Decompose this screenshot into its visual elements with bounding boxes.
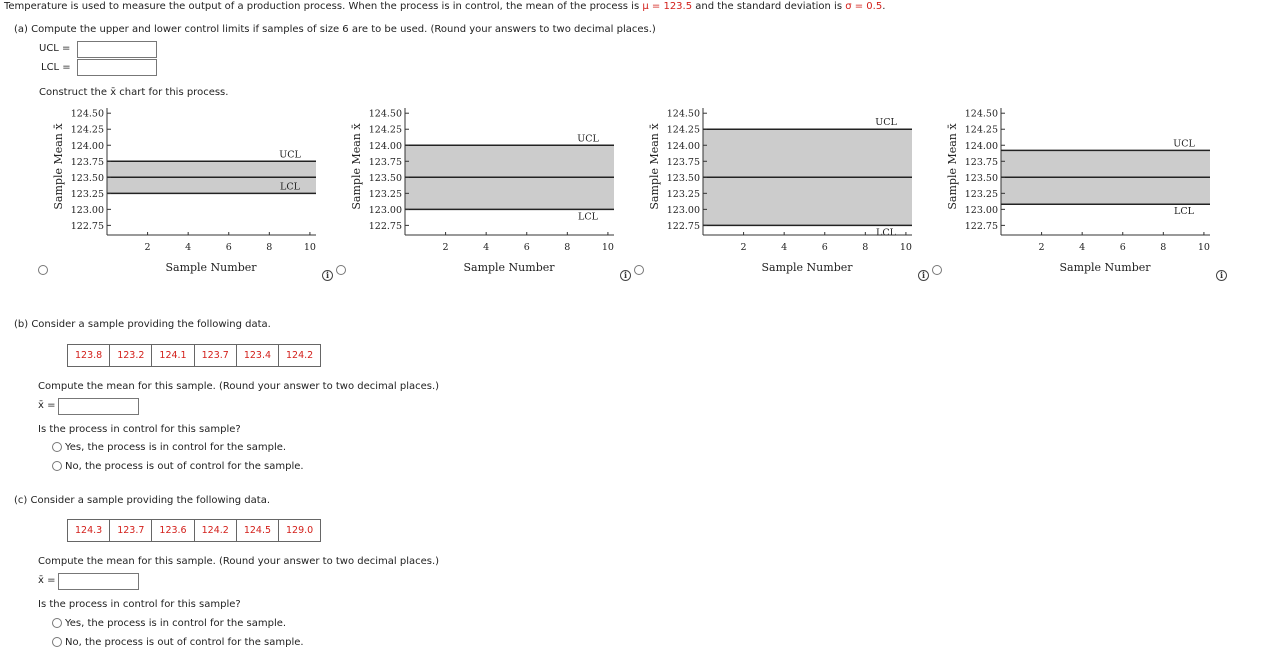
- x-tick-label: 4: [185, 242, 192, 253]
- x-tick-label: 6: [225, 242, 232, 253]
- part-b-no-label[interactable]: No, the process is out of control for the sample.: [65, 461, 304, 472]
- chart-option-1-radio[interactable]: [38, 265, 48, 275]
- y-tick-label: 124.25: [666, 124, 700, 136]
- data-cell: 124.2: [195, 520, 237, 541]
- ucl-label: UCL =: [39, 43, 71, 54]
- y-tick-label: 123.50: [70, 172, 104, 184]
- x-tick-label: 2: [1038, 242, 1045, 253]
- y-tick-label: 124.50: [368, 108, 402, 120]
- lcl-label: LCL: [280, 181, 300, 193]
- part-b-compute: Compute the mean for this sample. (Round your answer to two decimal places.): [38, 381, 440, 392]
- xbar-chart-option-1: [30, 102, 330, 292]
- info-icon[interactable]: i: [322, 270, 333, 281]
- lcl-label: LCL: [876, 227, 896, 239]
- x-tick-label: 8: [564, 242, 571, 253]
- y-tick-label: 122.75: [964, 220, 998, 232]
- x-tick-label: 10: [899, 242, 912, 253]
- data-cell: 129.0: [286, 525, 314, 536]
- part-c-yes-label[interactable]: Yes, the process is in control for the sample.: [65, 618, 287, 629]
- part-c-xbar-input[interactable]: [58, 573, 139, 590]
- x-tick-label: 6: [821, 242, 828, 253]
- part-c-question: (c) Consider a sample providing the following data.: [14, 495, 271, 506]
- y-tick-label: 124.00: [368, 140, 402, 152]
- y-tick-label: 124.50: [964, 108, 998, 120]
- part-c-no-label[interactable]: No, the process is out of control for the sample.: [65, 637, 304, 648]
- y-tick-label: 124.50: [666, 108, 700, 120]
- y-tick-label: 122.75: [70, 220, 104, 232]
- chart-prompt: Construct the x̄ chart for this process.: [39, 87, 229, 98]
- lcl-label: LCL: [1174, 206, 1194, 218]
- data-cell: 124.3: [68, 520, 110, 541]
- data-cell: 123.7: [110, 520, 152, 541]
- info-icon[interactable]: i: [918, 270, 929, 281]
- part-b-yes-label[interactable]: Yes, the process is in control for the sample.: [65, 442, 287, 453]
- chart-option-4-radio[interactable]: [932, 265, 942, 275]
- x-tick-label: 4: [781, 242, 788, 253]
- xbar-chart-option-4: [924, 102, 1224, 292]
- y-tick-label: 124.25: [368, 124, 402, 136]
- x-axis-title: Sample Number: [761, 261, 853, 274]
- part-b-question: (b) Consider a sample providing the following data.: [14, 319, 271, 330]
- y-axis-title: Sample Mean x̄: [946, 123, 959, 210]
- x-tick-label: 4: [1079, 242, 1086, 253]
- lcl-label: LCL =: [41, 62, 71, 73]
- ucl-label: UCL: [875, 117, 897, 129]
- data-cell: 124.2: [286, 350, 314, 361]
- xbar-chart-option-2: [328, 102, 628, 292]
- y-axis-title: Sample Mean x̄: [648, 123, 661, 210]
- part-c-control-question: Is the process in control for this sample?: [38, 599, 241, 610]
- part-c-no-radio[interactable]: [52, 637, 62, 647]
- part-c-compute: Compute the mean for this sample. (Round your answer to two decimal places.): [38, 556, 440, 567]
- info-icon[interactable]: i: [1216, 270, 1227, 281]
- y-tick-label: 124.00: [964, 140, 998, 152]
- part-b-yes-radio[interactable]: [52, 442, 62, 452]
- y-tick-label: 123.00: [666, 204, 700, 216]
- x-axis-title: Sample Number: [463, 261, 555, 274]
- part-a-question: (a) Compute the upper and lower control limits if samples of size 6 are to be used. (Round your answers to two decimal places.): [14, 24, 656, 35]
- lcl-input[interactable]: [77, 59, 157, 76]
- data-cell: 123.4: [237, 345, 279, 366]
- part-c-xbar-label: x̄ =: [38, 575, 56, 586]
- x-tick-label: 2: [442, 242, 449, 253]
- ucl-label: UCL: [577, 133, 599, 145]
- y-tick-label: 124.25: [70, 124, 104, 136]
- part-c-data-table: [67, 519, 321, 542]
- data-cell: 123.6: [152, 520, 194, 541]
- y-axis-title: Sample Mean x̄: [52, 123, 65, 210]
- y-tick-label: 123.75: [964, 156, 998, 168]
- x-tick-label: 8: [1160, 242, 1167, 253]
- y-tick-label: 123.00: [368, 204, 402, 216]
- chart-option-3-radio[interactable]: [634, 265, 644, 275]
- y-tick-label: 123.25: [964, 188, 998, 200]
- part-c-yes-radio[interactable]: [52, 618, 62, 628]
- data-cell: 123.8: [68, 345, 110, 366]
- x-tick-label: 10: [1197, 242, 1210, 253]
- y-tick-label: 123.25: [70, 188, 104, 200]
- y-tick-label: 123.50: [666, 172, 700, 184]
- ucl-label: UCL: [279, 149, 301, 161]
- part-b-xbar-input[interactable]: [58, 398, 139, 415]
- x-tick-label: 2: [144, 242, 151, 253]
- part-b-no-radio[interactable]: [52, 461, 62, 471]
- x-tick-label: 6: [1119, 242, 1126, 253]
- ucl-input[interactable]: [77, 41, 157, 58]
- x-axis-title: Sample Number: [1059, 261, 1151, 274]
- y-tick-label: 122.75: [368, 220, 402, 232]
- y-tick-label: 123.00: [964, 204, 998, 216]
- x-tick-label: 4: [483, 242, 490, 253]
- y-tick-label: 123.25: [666, 188, 700, 200]
- data-cell: 124.1: [152, 345, 194, 366]
- y-tick-label: 122.75: [666, 220, 700, 232]
- data-cell: 123.2: [110, 345, 152, 366]
- problem-statement: Temperature is used to measure the output of a production process. When the process is in control, the mean of the process is μ = 123.5 and the standard deviation is σ = 0.5.: [4, 1, 886, 12]
- y-tick-label: 123.50: [368, 172, 402, 184]
- data-cell: 123.7: [195, 345, 237, 366]
- part-b-xbar-label: x̄ =: [38, 400, 56, 411]
- y-tick-label: 123.25: [368, 188, 402, 200]
- y-tick-label: 123.75: [368, 156, 402, 168]
- y-tick-label: 124.00: [70, 140, 104, 152]
- data-cell: 124.5: [237, 520, 279, 541]
- ucl-label: UCL: [1173, 138, 1195, 150]
- part-b-control-question: Is the process in control for this sample?: [38, 424, 241, 435]
- xbar-chart-option-3: [626, 102, 926, 292]
- info-icon[interactable]: i: [620, 270, 631, 281]
- y-axis-title: Sample Mean x̄: [350, 123, 363, 210]
- y-tick-label: 124.25: [964, 124, 998, 136]
- chart-option-2-radio[interactable]: [336, 265, 346, 275]
- x-tick-label: 8: [862, 242, 869, 253]
- part-b-data-table: [67, 344, 321, 367]
- y-tick-label: 124.00: [666, 140, 700, 152]
- x-tick-label: 10: [303, 242, 316, 253]
- x-tick-label: 2: [740, 242, 747, 253]
- y-tick-label: 123.00: [70, 204, 104, 216]
- y-tick-label: 123.75: [666, 156, 700, 168]
- x-axis-title: Sample Number: [165, 261, 257, 274]
- x-tick-label: 8: [266, 242, 273, 253]
- mu-value: μ = 123.5: [642, 1, 693, 12]
- y-tick-label: 123.50: [964, 172, 998, 184]
- y-tick-label: 123.75: [70, 156, 104, 168]
- x-tick-label: 6: [523, 242, 530, 253]
- lcl-label: LCL: [578, 211, 598, 223]
- y-tick-label: 124.50: [70, 108, 104, 120]
- sigma-value: σ = 0.5: [845, 1, 883, 12]
- x-tick-label: 10: [601, 242, 614, 253]
